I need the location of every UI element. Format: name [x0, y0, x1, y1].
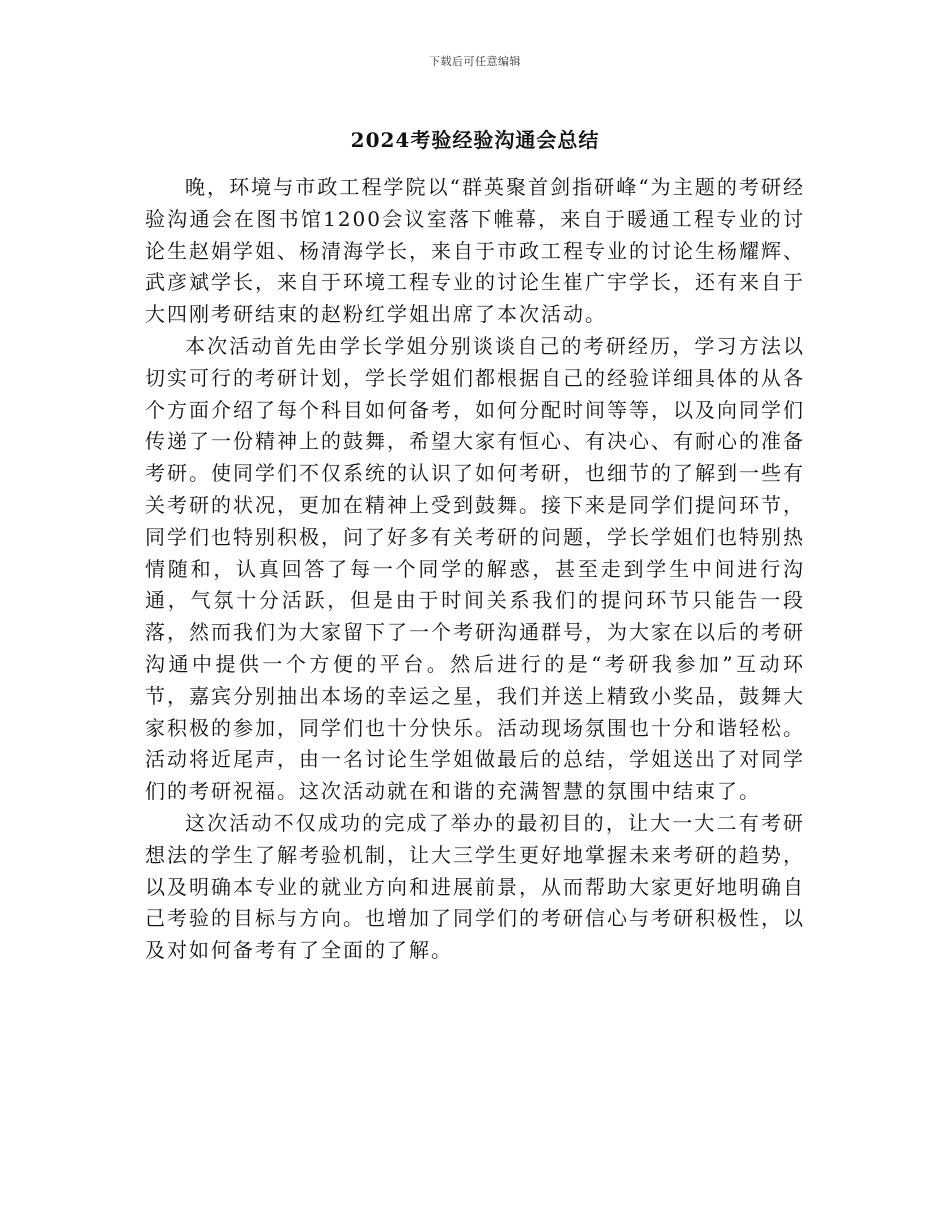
paragraph-1: 晚，环境与市政工程学院以“群英聚首剑指研峰“为主题的考研经验沟通会在图书馆1200会议室落下帷幕，来自于暖通工程专业的讨论生赵娟学姐、杨清海学长，来自于市政工程专业的讨论生杨耀辉、武彦斌学长，来自于环境工程专业的讨论生崔广宇学长，还有来自于大四刚考研结束的赵粉红学姐出席了本次活动。	[145, 175, 805, 327]
document-title: 2024考验经验沟通会总结	[350, 128, 600, 152]
document-body	[145, 172, 805, 967]
paragraph-2: 本次活动首先由学长学姐分别谈谈自己的考研经历，学习方法以切实可行的考研计划，学长学姐们都根据自己的经验详细具体的从各个方面介绍了每个科目如何备考，如何分配时间等等，以及向同学们传递了一份精神上的鼓舞，希望大家有恒心、有决心、有耐心的准备考研。使同学们不仅系统的认识了如何考研，也细节的了解到一些有关考研的状况，更加在精神上受到鼓舞。接下来是同学们提问环节，同学们也特别积极，问了好多有关考研的问题，学长学姐们也特别热情随和，认真回答了每一个同学的解惑，甚至走到学生中间进行沟通，气氛十分活跃，但是由于时间关系我们的提问环节只能告一段落，然而我们为大家留下了一个考研沟通群号，为大家在以后的考研沟通中提供一个方便的平台。然后进行的是“考研我参加”互动环节，嘉宾分别抽出本场的幸运之星，我们并送上精致小奖品，鼓舞大家积极的参加，同学们也十分快乐。活动现场氛围也十分和谐轻松。活动将近尾声，由一名讨论生学姐做最后的总结，学姐送出了对同学们的考研祝福。这次活动就在和谐的充满智慧的氛围中结束了。	[145, 333, 805, 804]
header-note: 下载后可任意编辑	[429, 55, 521, 68]
paragraph-3: 这次活动不仅成功的完成了举办的最初目的，让大一大二有考研想法的学生了解考验机制，让大三学生更好地掌握未来考研的趋势，以及明确本专业的就业方向和进展前景，从而帮助大家更好地明确自己考验的目标与方向。也增加了同学们的考研信心与考研积极性，以及对如何备考有了全面的了解。	[145, 810, 805, 963]
